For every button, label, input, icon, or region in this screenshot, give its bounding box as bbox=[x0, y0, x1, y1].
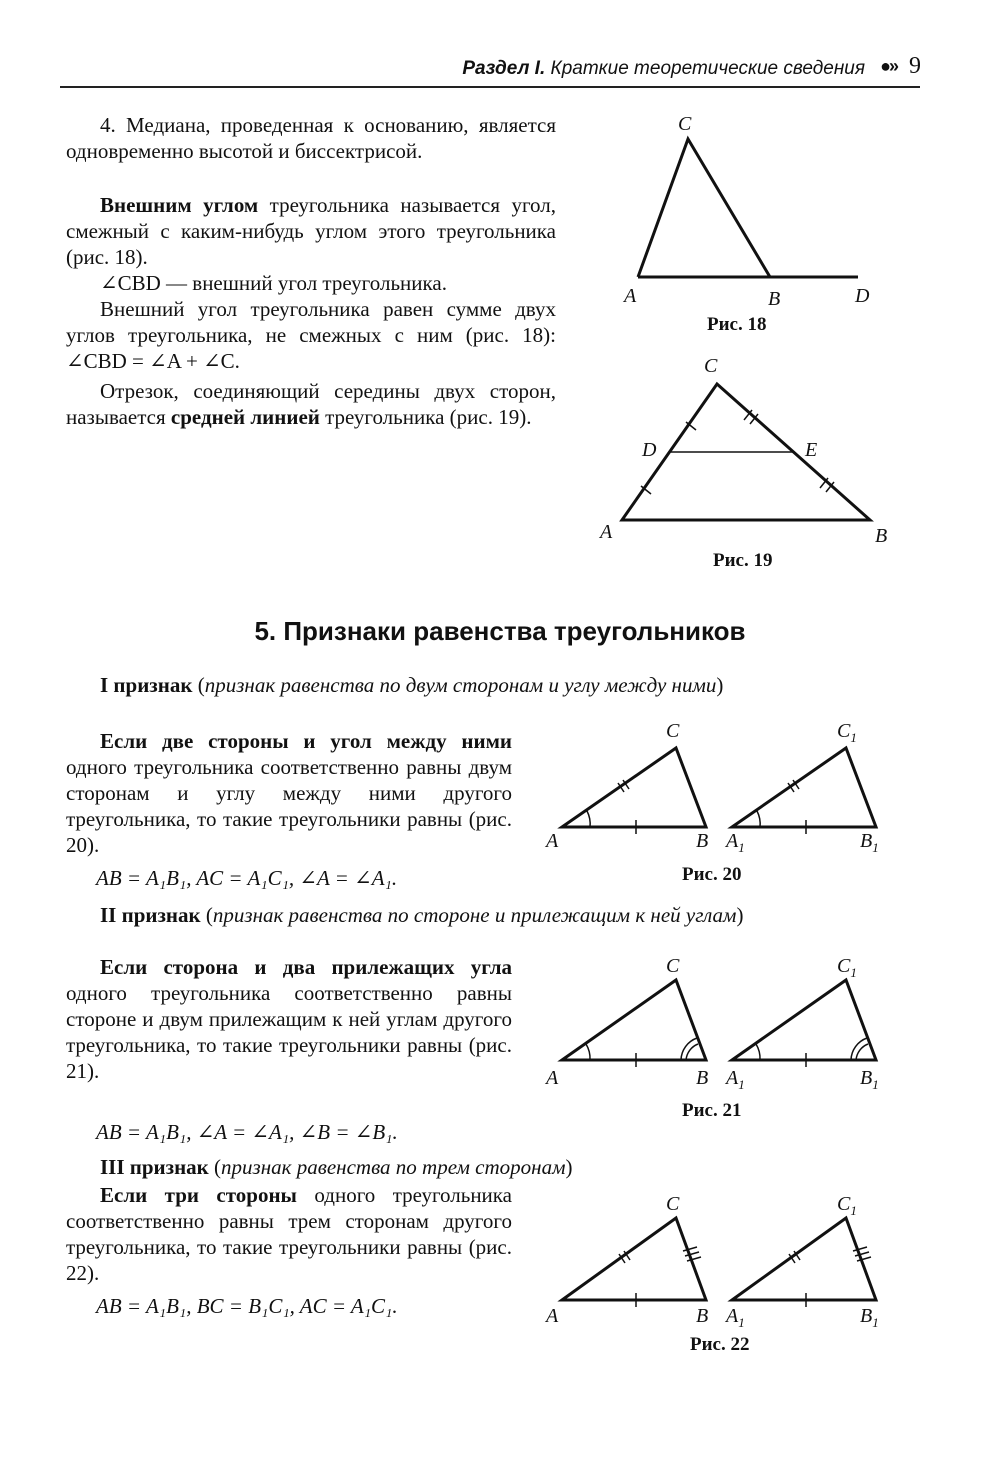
triangle-abc bbox=[544, 955, 708, 1089]
paragraph-cbd: ∠CBD — внешний угол треугольника. bbox=[100, 271, 447, 295]
paren-open: ( bbox=[192, 673, 205, 697]
criterion-1-heading bbox=[66, 672, 922, 698]
angle-arc-b1-1 bbox=[851, 1038, 867, 1060]
criterion-2-bold: Если сторона и два прилежащих угла bbox=[100, 955, 512, 979]
label-b: B bbox=[768, 288, 781, 310]
label-a: A bbox=[624, 285, 637, 307]
criterion-1-formula: AB = A₁B₁, AC = A₁C₁, ∠A = ∠A₁. bbox=[96, 866, 398, 890]
triangle-abc bbox=[638, 139, 770, 277]
label-c1: $C_1$ bbox=[837, 955, 857, 980]
page-header bbox=[455, 52, 925, 86]
figure-19 bbox=[590, 350, 910, 550]
label-a: A bbox=[546, 830, 559, 852]
label-b1: $B_1$ bbox=[860, 1067, 879, 1092]
angle-arc-a1 bbox=[757, 811, 760, 827]
triangle-a1b1c1-outline bbox=[732, 1218, 876, 1300]
triangle-a1b1c1-outline bbox=[732, 748, 876, 827]
label-b1: $B_1$ bbox=[860, 1305, 879, 1330]
triangle-abc bbox=[544, 1193, 708, 1327]
caption-fig18: Рис. 18 bbox=[707, 314, 767, 335]
label-b: B bbox=[875, 525, 888, 547]
term-midline: средней линией bbox=[170, 405, 320, 429]
paren-close: ) bbox=[736, 903, 744, 927]
criterion-2-desc: признак равенства по стороне и прилежащим к ней углам bbox=[212, 903, 737, 927]
angle-arc-a bbox=[586, 1044, 590, 1060]
paragraph-midline bbox=[66, 378, 556, 430]
paren-close: ) bbox=[565, 1155, 573, 1179]
paragraph-external-angle-def bbox=[66, 192, 556, 270]
angle-arc-b1-2 bbox=[856, 1044, 868, 1060]
label-c: C bbox=[666, 955, 680, 977]
label-c1: $C_1$ bbox=[837, 1193, 857, 1218]
criterion-1-label: I признак bbox=[100, 673, 193, 697]
caption-fig20: Рис. 20 bbox=[682, 864, 742, 885]
criterion-2-text bbox=[66, 954, 512, 1084]
caption-fig21: Рис. 21 bbox=[682, 1100, 742, 1121]
criterion-3-rest: одного треугольника соответственно равны трем сторонам другого треугольника, то такие треугольники равны (рис. 22). bbox=[66, 1183, 512, 1285]
paragraph-median: 4. Медиана, проведенная к основанию, является одновременно высотой и биссектрисой. bbox=[66, 113, 556, 163]
label-b: B bbox=[696, 830, 709, 852]
criterion-2-rest: одного треугольника соответственно равны стороне и двум прилежащим к ней углам другого треугольника, то такие треугольники равны (рис. 21). bbox=[66, 981, 512, 1083]
label-a1: $A_1$ bbox=[726, 1067, 745, 1092]
label-c: C bbox=[666, 720, 680, 742]
criterion-3-heading bbox=[66, 1154, 922, 1180]
caption-fig19: Рис. 19 bbox=[713, 550, 773, 571]
triangle-abc-outline bbox=[562, 748, 706, 827]
criterion-2-heading bbox=[66, 902, 922, 928]
angle-arc-b-1 bbox=[681, 1038, 697, 1060]
angle-arc-a1 bbox=[756, 1044, 760, 1060]
angle-arc-b-2 bbox=[686, 1044, 698, 1060]
figure-22 bbox=[540, 1190, 900, 1340]
tick-b1c1-1 bbox=[853, 1247, 867, 1251]
label-d: D bbox=[642, 439, 657, 461]
label-c1: $C_1$ bbox=[837, 720, 857, 745]
criterion-1-desc: признак равенства по двум сторонам и углу между ними bbox=[204, 673, 717, 697]
criterion-1-bold: Если две стороны и угол между ними bbox=[100, 729, 512, 753]
angle-arc-a bbox=[587, 811, 590, 827]
criterion-3-formula: AB = A₁B₁, BC = B₁C₁, AC = A₁C₁. bbox=[96, 1294, 398, 1318]
triangle-a1b1c1 bbox=[724, 720, 879, 855]
criterion-2-formula: AB = A₁B₁, ∠A = ∠A₁, ∠B = ∠B₁. bbox=[96, 1120, 398, 1144]
criterion-1-text bbox=[66, 728, 512, 858]
criterion-1-rest: одного треугольника соответственно равны двум сторонам и углу между ними другого треугольника, то такие треугольники равны (рис. 20). bbox=[66, 755, 512, 857]
label-d: D bbox=[855, 285, 870, 307]
header-text bbox=[462, 58, 865, 80]
triangle-abc-outline bbox=[562, 1218, 706, 1300]
label-a: A bbox=[600, 521, 613, 543]
label-c: C bbox=[666, 1193, 680, 1215]
page-number: 9 bbox=[909, 53, 921, 79]
criterion-3-desc: признак равенства по трем сторонам bbox=[221, 1155, 566, 1179]
label-b: B bbox=[696, 1067, 709, 1089]
triangle-a1b1c1 bbox=[724, 955, 879, 1092]
paragraph-external-angle-theorem: Внешний угол треугольника равен сумме двух углов треугольника, не смежных с ним (рис. 18): ∠CBD = ∠A + ∠C. bbox=[66, 297, 556, 373]
paren-close: ) bbox=[716, 673, 724, 697]
criterion-3-bold: Если три стороны bbox=[100, 1183, 297, 1207]
label-b1: $B_1$ bbox=[860, 830, 879, 855]
header-section: Раздел I. bbox=[462, 58, 546, 79]
triangle-abc bbox=[544, 720, 708, 852]
label-a1: $A_1$ bbox=[726, 1305, 745, 1330]
section-title: 5. Признаки равенства треугольников bbox=[254, 616, 746, 646]
figure-21 bbox=[540, 950, 900, 1100]
criterion-2-label: II признак bbox=[100, 903, 201, 927]
text-external-angle-def: треугольника называется угол, смежный с каким-нибудь углом этого треугольника (рис. 18). bbox=[66, 193, 556, 269]
paren-open: ( bbox=[208, 1155, 222, 1179]
label-b: B bbox=[696, 1305, 709, 1327]
label-e: E bbox=[805, 439, 818, 461]
caption-fig22: Рис. 22 bbox=[690, 1334, 750, 1355]
paren-open: ( bbox=[200, 903, 213, 927]
criterion-3-label: III признак bbox=[100, 1155, 209, 1179]
label-a: A bbox=[546, 1305, 559, 1327]
triangle-a1b1c1 bbox=[724, 1193, 879, 1330]
figure-20 bbox=[540, 715, 900, 865]
header-subtitle: Краткие теоретические сведения bbox=[550, 58, 865, 79]
text-midline-a: Отрезок, соединяющий середины двух сторон, называется bbox=[66, 379, 556, 429]
header-rule bbox=[60, 86, 920, 88]
criterion-3-text bbox=[66, 1182, 512, 1286]
label-c: C bbox=[704, 355, 718, 377]
figure-18 bbox=[600, 110, 880, 310]
label-a: A bbox=[546, 1067, 559, 1089]
text-midline-b: треугольника (рис. 19). bbox=[319, 405, 532, 429]
term-external-angle: Внешним углом bbox=[100, 193, 259, 217]
header-marks: ●›› bbox=[880, 56, 897, 76]
label-c: C bbox=[678, 113, 692, 135]
tick-bc-1 bbox=[683, 1247, 697, 1251]
label-a1: $A_1$ bbox=[726, 830, 745, 855]
